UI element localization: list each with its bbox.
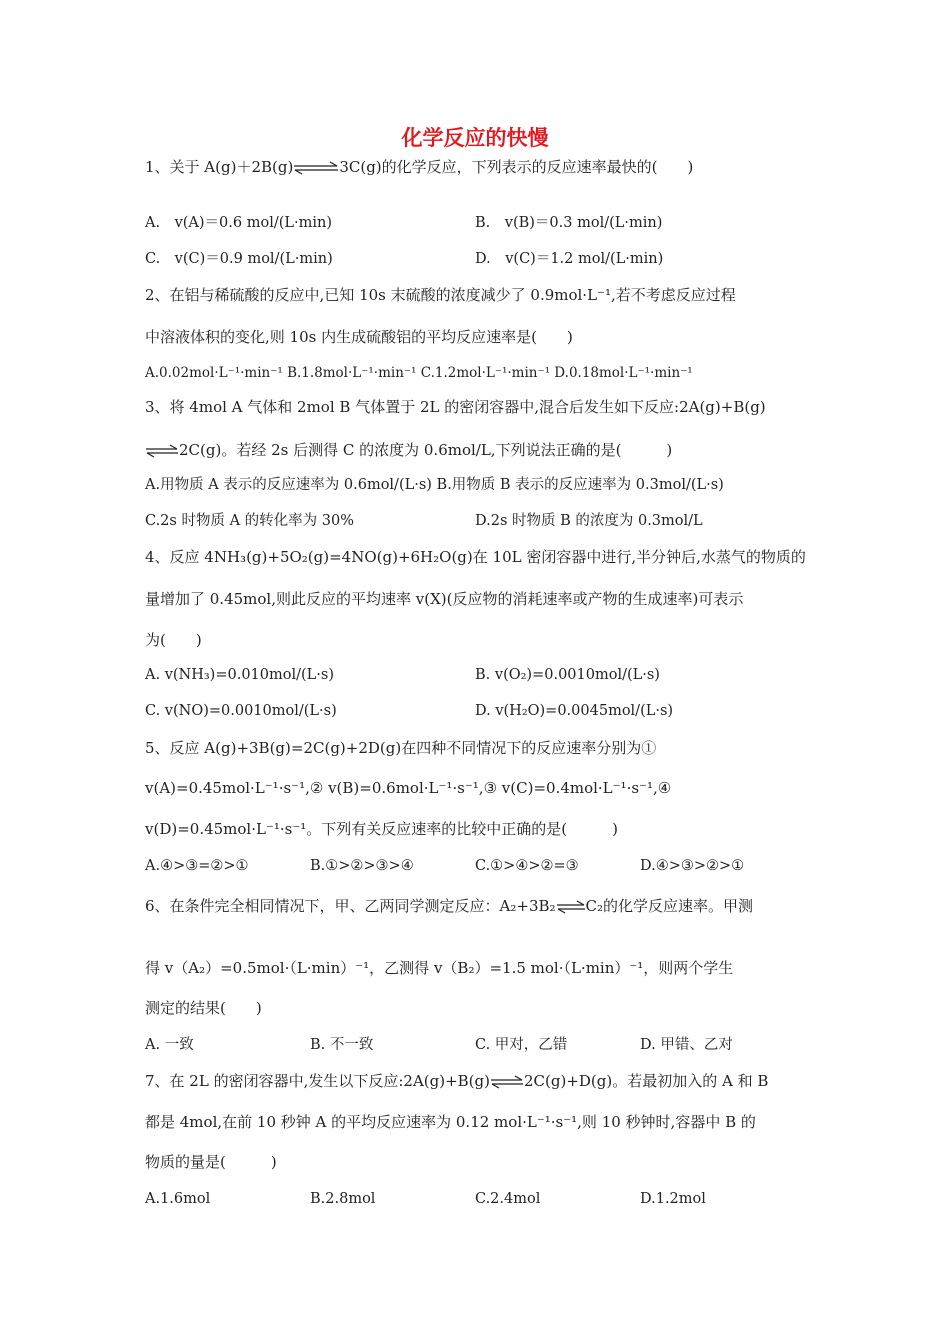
question-7-option-a: A.1.6mol	[145, 1191, 211, 1207]
question-3-stem-line-2	[145, 440, 672, 460]
question-7-stem-line-3: 物质的量是( )	[145, 1153, 277, 1171]
question-2-stem-line-1: 2、在铝与稀硫酸的反应中,已知 10s 末硫酸的浓度减少了 0.9mol·L⁻¹,若不考虑反应过程	[145, 286, 736, 304]
question-1-option-b: B. v(B)＝0.3 mol/(L·min)	[475, 215, 663, 231]
question-7-stem-line-2: 都是 4mol,在前 10 秒钟 A 的平均反应速率为 0.12 mol·L⁻¹·s⁻¹,则 10 秒钟时,容器中 B 的	[145, 1113, 756, 1131]
question-6-option-a: A. 一致	[145, 1037, 194, 1053]
question-3-options-ab: A.用物质 A 表示的反应速率为 0.6mol/(L·s) B.用物质 B 表示的反应速率为 0.3mol/(L·s)	[145, 477, 724, 493]
question-7-stem-line-1	[145, 1071, 768, 1091]
equilibrium-arrow-icon	[293, 161, 339, 175]
question-7-stem-pre: 7、在 2L 的密闭容器中,发生以下反应:2A(g)+B(g)	[145, 1072, 490, 1090]
question-1-stem	[145, 157, 693, 177]
question-4-stem-line-1: 4、反应 4NH₃(g)+5O₂(g)=4NO(g)+6H₂O(g)在 10L 密闭容器中进行,半分钟后,水蒸气的物质的	[145, 548, 806, 566]
question-4-stem-line-3: 为( )	[145, 631, 202, 649]
question-1-option-c: C. v(C)＝0.9 mol/(L·min)	[145, 251, 333, 267]
question-4-option-d: D. v(H₂O)=0.0045mol/(L·s)	[475, 703, 674, 719]
question-6-option-c: C. 甲对，乙错	[475, 1037, 568, 1053]
question-6-stem-pre: 6、在条件完全相同情况下，甲、乙两同学测定反应：A₂+3B₂	[145, 897, 556, 915]
question-4-option-a: A. v(NH₃)=0.010mol/(L·s)	[145, 667, 334, 683]
question-3-stem-line-1: 3、将 4mol A 气体和 2mol B 气体置于 2L 的密闭容器中,混合后发生如下反应:2A(g)+B(g)	[145, 398, 766, 416]
question-2-options: A.0.02mol·L⁻¹·min⁻¹ B.1.8mol·L⁻¹·min⁻¹ C.1.2mol·L⁻¹·min⁻¹ D.0.18mol·L⁻¹·min⁻¹	[145, 365, 693, 381]
page-title: 化学反应的快慢	[401, 126, 549, 150]
question-5-option-c: C.①>④>②=③	[475, 858, 579, 874]
question-1-stem-pre: 1、关于 A(g)＋2B(g)	[145, 158, 294, 176]
question-6-stem-line-2: 得 v（A₂）=0.5mol·（L·min）⁻¹，乙测得 v（B₂）=1.5 mol·（L·min）⁻¹，则两个学生	[145, 959, 734, 977]
question-2-stem-line-2: 中溶液体积的变化,则 10s 内生成硫酸铝的平均反应速率是( )	[145, 328, 573, 346]
question-5-stem-line-3: v(D)=0.45mol·L⁻¹·s⁻¹。下列有关反应速率的比较中正确的是( )	[145, 820, 618, 838]
question-3-option-d: D.2s 时物质 B 的浓度为 0.3mol/L	[475, 513, 703, 529]
question-5-option-a: A.④>③=②>①	[145, 858, 249, 874]
question-7-stem-post: 2C(g)+D(g)。若最初加入的 A 和 B	[524, 1072, 769, 1090]
question-7-option-d: D.1.2mol	[640, 1191, 706, 1207]
question-4-option-c: C. v(NO)=0.0010mol/(L·s)	[145, 703, 337, 719]
question-6-stem-post: C₂的化学反应速率。甲测	[585, 897, 754, 915]
question-1-option-d: D. v(C)＝1.2 mol/(L·min)	[475, 251, 664, 267]
equilibrium-arrow-icon	[490, 1075, 524, 1089]
question-3-stem-line-2-text: 2C(g)。若经 2s 后测得 C 的浓度为 0.6mol/L,下列说法正确的是( )	[179, 441, 673, 459]
question-5-stem-line-1: 5、反应 A(g)+3B(g)=2C(g)+2D(g)在四种不同情况下的反应速率分别为①	[145, 739, 657, 757]
equilibrium-arrow-icon	[145, 444, 179, 458]
question-5-option-d: D.④>③>②>①	[640, 858, 745, 874]
question-4-stem-line-2: 量增加了 0.45mol,则此反应的平均速率 v(X)(反应物的消耗速率或产物的生成速率)可表示	[145, 590, 744, 608]
question-6-option-b: B. 不一致	[310, 1037, 374, 1053]
question-1-stem-post: 3C(g)的化学反应，下列表示的反应速率最快的( )	[339, 158, 694, 176]
question-5-option-b: B.①>②>③>④	[310, 858, 414, 874]
question-6-stem-line-3: 测定的结果( )	[145, 999, 262, 1017]
question-4-option-b: B. v(O₂)=0.0010mol/(L·s)	[475, 667, 660, 683]
question-6-stem-line-1	[145, 896, 753, 916]
question-6-option-d: D. 甲错、乙对	[640, 1037, 733, 1053]
question-5-stem-line-2: v(A)=0.45mol·L⁻¹·s⁻¹,② v(B)=0.6mol·L⁻¹·s⁻¹,③ v(C)=0.4mol·L⁻¹·s⁻¹,④	[145, 779, 672, 797]
question-3-option-c: C.2s 时物质 A 的转化率为 30%	[145, 513, 354, 529]
question-7-option-c: C.2.4mol	[475, 1191, 541, 1207]
question-1-option-a: A. v(A)＝0.6 mol/(L·min)	[145, 215, 333, 231]
question-7-option-b: B.2.8mol	[310, 1191, 376, 1207]
equilibrium-arrow-icon	[556, 900, 586, 914]
